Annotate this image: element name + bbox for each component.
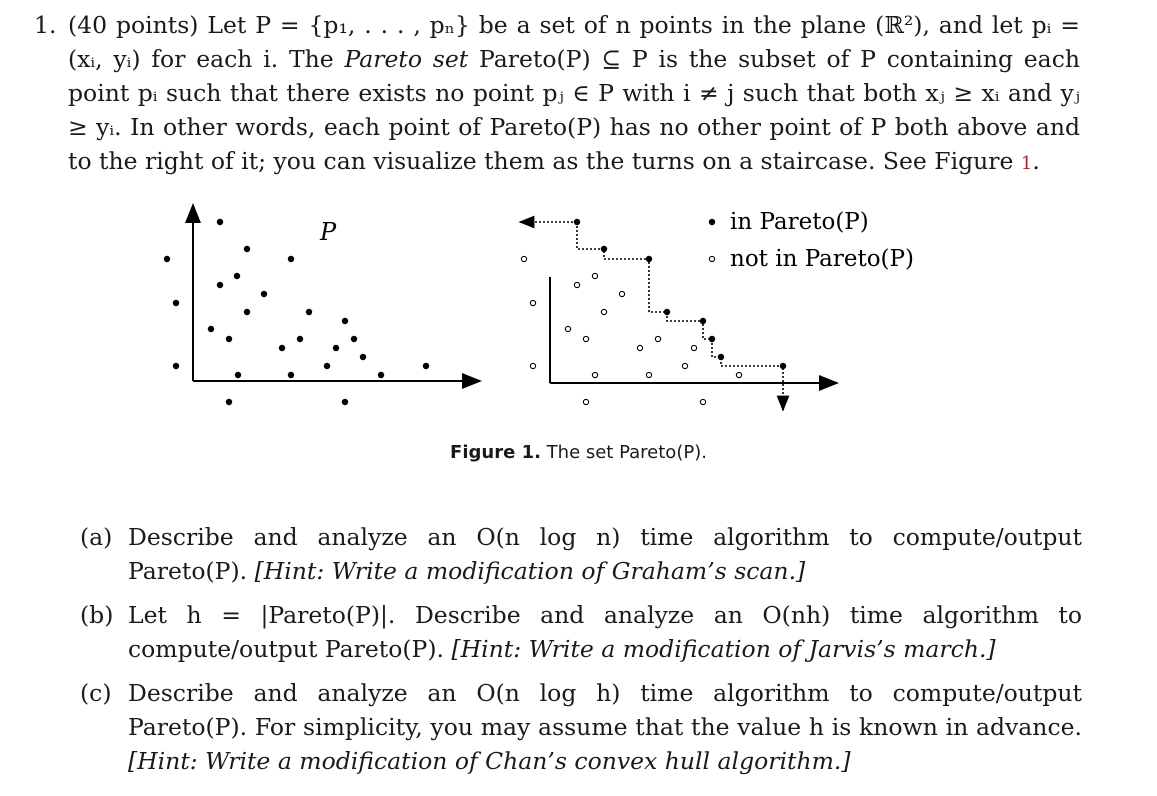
caption-text: The set Pareto(P).	[540, 442, 707, 463]
problem-intro: (40 points) Let P = {p₁, . . . , pₙ} be a set of n points in the plane (ℝ²), and let pᵢ = (xᵢ, yᵢ) for each i. The	[68, 11, 1080, 73]
part-a-hint: [Hint: Write a modification of Graham’s scan.]	[254, 557, 806, 585]
legend-out-text: not in Pareto(P)	[730, 246, 914, 272]
caption-label: Figure 1.	[450, 442, 541, 463]
part-c-hint: [Hint: Write a modification of Chan’s convex hull algorithm.]	[128, 747, 851, 775]
left-set-label: P	[320, 218, 337, 246]
pareto-figure	[0, 195, 1157, 445]
figure-reference-link[interactable]: 1	[1020, 153, 1033, 174]
part-b-label: (b)	[80, 601, 114, 629]
part-c-text: Describe and analyze an O(n log h) time algorithm to compute/output Pareto(P). For simplicity, you may assume that the value h is known in advance. [Hint: Write a modification of Chan’s convex hull algorithm.]	[128, 679, 1082, 775]
pareto-set-term: Pareto set	[344, 45, 469, 73]
figure-caption	[0, 442, 1157, 463]
legend-in-text: in Pareto(P)	[730, 209, 869, 235]
problem-definition: Pareto(P) ⊆ P is the subset of P containing each point pᵢ such that there exists no point pⱼ ∈ P with i ≠ j such that both xⱼ ≥ xᵢ and yⱼ ≥ yᵢ. In other words, each point of Pareto(P) has no other point of P both above and to the right of it; you can visualize them as the turns on a staircase. See Figure	[68, 45, 1080, 175]
part-c-label: (c)	[80, 679, 112, 707]
problem-number: 1.	[34, 11, 57, 39]
part-a-text: Describe and analyze an O(n log n) time algorithm to compute/output Pareto(P). [Hint: Write a modification of Graham’s scan.]	[128, 523, 1082, 585]
left-points	[164, 219, 429, 405]
pareto-points	[574, 219, 786, 369]
legend-hollow-marker	[709, 256, 714, 261]
problem-statement	[68, 8, 1080, 181]
figure-legend	[709, 209, 914, 272]
problem-period: .	[1032, 147, 1040, 175]
part-b-text: Let h = |Pareto(P)|. Describe and analyze an O(nh) time algorithm to compute/output Pareto(P). [Hint: Write a modification of Jarvis’s march.]	[128, 601, 1082, 663]
legend-filled-marker	[709, 219, 715, 225]
part-b-hint: [Hint: Write a modification of Jarvis’s march.]	[451, 635, 996, 663]
part-a-label: (a)	[80, 523, 113, 551]
